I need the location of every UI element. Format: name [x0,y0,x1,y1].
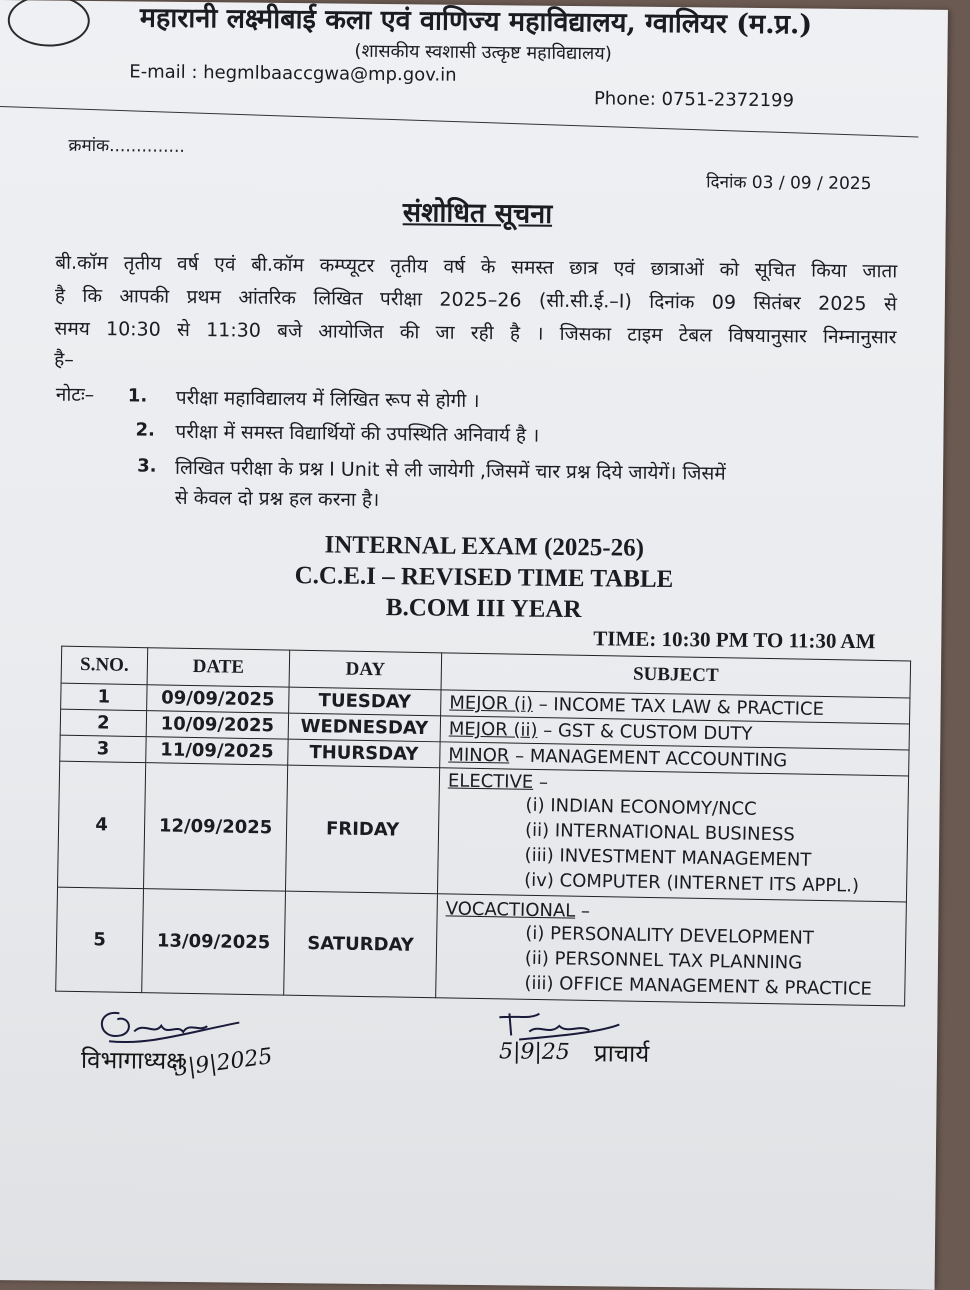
vocational-option: (iii) OFFICE MANAGEMENT & PRACTICE [524,972,873,1000]
cell-date: 10/09/2025 [146,711,288,739]
elective-option: (i) INDIAN ECONOMY/NCC [525,794,757,820]
vocational-option: (ii) PERSONNEL TAX PLANNING [524,947,803,974]
exam-class: B.COM III YEAR [385,594,582,624]
cell-date: 12/09/2025 [144,763,288,891]
cell-date: 13/09/2025 [142,889,286,995]
table-row [56,887,907,1006]
college-seal-logo [8,0,91,47]
vocational-option: (i) PERSONALITY DEVELOPMENT [525,922,815,949]
body-line: बी.कॉम तृतीय वर्ष एवं बी.कॉम कम्प्यूटर तृतीय वर्ष के समस्त छात्र एवं छात्राओं को सूचित किया जाता [55,251,898,283]
notice-heading: संशोधित सूचना [402,197,553,230]
college-subtitle: (शासकीय स्वशासी उत्कृष्ट महाविद्यालय) [354,40,612,65]
elective-option: (iv) COMPUTER (INTERNET ITS APPL.) [524,869,860,897]
body-line: है– [54,348,74,371]
cell-sno: 5 [56,887,144,992]
body-line: समय 10:30 से 11:30 बजे आयोजित की जा रही है । जिसका टाइम टेबल विषयानुसार निम्नानुसार [54,317,897,349]
exam-time: TIME: 10:30 PM TO 11:30 AM [593,626,876,654]
cell-day: SATURDAY [284,891,438,998]
subject-name: – [575,900,591,922]
notice-date: दिनांक 03 / 09 / 2025 [706,172,872,195]
cell-day: FRIDAY [285,765,439,894]
column-header: DAY [289,650,442,690]
cell-sno: 3 [60,735,146,762]
column-header: SUBJECT [441,653,911,698]
timetable [55,646,911,1007]
exam-title: INTERNAL EXAM (2025-26) [324,531,645,562]
note-number: 3. [137,455,157,477]
note-text-continued: से केवल दो प्रश्न हल करना है। [174,486,380,511]
cell-sno: 1 [61,683,147,710]
subject-type: VOCACTIONAL [445,897,576,922]
note-text: परीक्षा महाविद्यालय में लिखित रूप से होगी । [175,386,480,413]
hod-sign-date: 3|9|2025 [172,1044,274,1082]
note-text: लिखित परीक्षा के प्रश्न I Unit से ली जायेगी ,जिसमें चार प्रश्न दिये जायेगें। जिसमें [174,456,726,485]
cell-sno: 2 [60,709,146,736]
note-text: परीक्षा में समस्त विद्यार्थियों की उपस्थिति अनिवार्य है । [175,420,540,447]
college-phone: Phone: 0751-2372199 [593,88,795,112]
table-row [58,761,909,902]
column-header: DATE [147,648,290,687]
note-number: 2. [135,419,155,441]
note-label: नोटः– [55,383,95,407]
subject-name: – MANAGEMENT ACCOUNTING [509,745,788,772]
principal-title: प्राचार्य [593,1039,650,1068]
elective-option: (iii) INVESTMENT MANAGEMENT [524,844,812,871]
hod-title: विभागाध्यक्ष [80,1045,184,1075]
subject-name: – [533,771,549,794]
college-name: महारानी लक्ष्मीबाई कला एवं वाणिज्य महाविद्यालय, ग्वालियर (म.प्र.) [139,2,813,41]
cell-day: THURSDAY [288,739,440,768]
exam-subtitle: C.C.E.I – REVISED TIME TABLE [294,562,674,594]
subject-type: MEJOR (ii) [448,718,538,741]
cell-date: 09/09/2025 [147,685,289,713]
cell-date: 11/09/2025 [146,737,288,765]
cell-day: TUESDAY [289,687,441,716]
subject-type: ELECTIVE [447,770,534,793]
cell-sno: 4 [58,761,146,888]
cell-subject [436,894,907,1006]
principal-sign-date: 5|9|25 [498,1039,570,1066]
subject-type: MEJOR (i) [449,692,534,715]
column-header: S.NO. [61,646,148,684]
note-number: 1. [127,385,148,407]
college-email: E-mail : hegmlbaaccgwa@mp.gov.in [129,61,457,86]
subject-type: MINOR [448,744,510,767]
body-line: है कि आपकी प्रथम आंतरिक लिखित परीक्षा 2025–26 (सी.सी.ई.–I) दिनांक 09 सितंबर 2025 से [54,284,897,316]
cell-day: WEDNESDAY [288,713,440,742]
subject-name: – GST & CUSTOM DUTY [537,720,753,745]
cell-subject [437,768,908,902]
reference-number: क्रमांक.............. [68,135,185,157]
subject-name: – INCOME TAX LAW & PRACTICE [532,693,825,720]
elective-option: (ii) INTERNATIONAL BUSINESS [524,819,795,846]
